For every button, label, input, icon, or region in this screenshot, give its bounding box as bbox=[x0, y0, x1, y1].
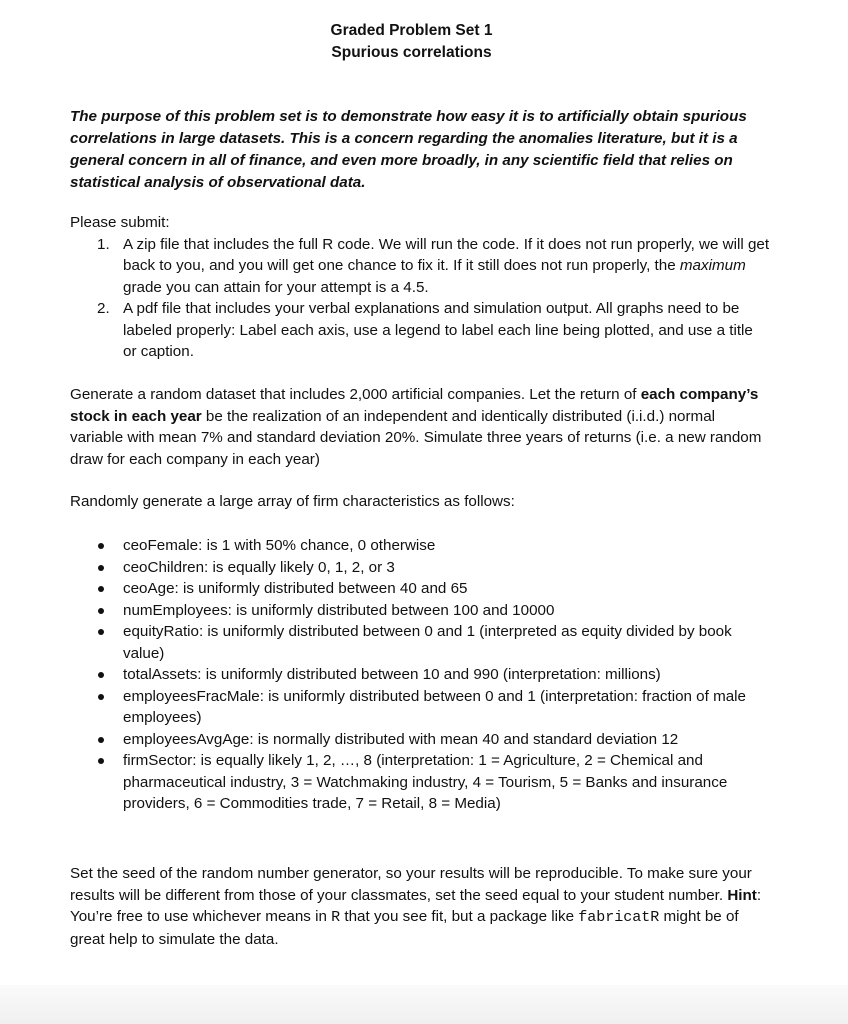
list-item bbox=[70, 729, 770, 751]
intro-paragraph: The purpose of this problem set is to demonstrate how easy it is to artificially obtain spurious correlations in large datasets. This is a concern regarding the anomalies literature, but it is a general concern in all of finance, and even more broadly, in any scientific field that relies on statistical analysis of observational data. bbox=[70, 108, 747, 191]
submit-item-2 bbox=[70, 298, 770, 363]
submit-section bbox=[70, 212, 770, 363]
seed-paragraph bbox=[70, 863, 770, 950]
submit-item-number: 1. bbox=[97, 235, 110, 253]
seed-text-3: that you see fit, but a package like bbox=[340, 908, 579, 925]
list-item-text: ceoAge: is uniformly distributed between 40 and 65 bbox=[123, 580, 468, 597]
title-line-2: Spurious correlations bbox=[331, 44, 492, 61]
submit-item-text: A zip file that includes the full R code. We will run the code. If it does not run properly, we will get back to you, and you will get one chance to fix it. If it still does not run properly, the bbox=[123, 235, 770, 274]
list-item-text: employeesFracMale: is uniformly distributed between 0 and 1 (interpretation: fraction of male employees) bbox=[123, 687, 746, 726]
bullet-icon bbox=[98, 586, 104, 592]
bullet-icon bbox=[98, 565, 104, 571]
generate-text-1: Generate a random dataset that includes 2,000 artificial companies. Let the return of bbox=[70, 386, 641, 403]
bullet-icon bbox=[98, 608, 104, 614]
page-bottom-edge bbox=[0, 985, 848, 1024]
submit-item-1 bbox=[70, 234, 770, 299]
list-item bbox=[70, 664, 770, 686]
code-r: R bbox=[331, 909, 341, 926]
list-item bbox=[70, 535, 770, 557]
submit-item-number: 2. bbox=[97, 300, 110, 317]
generate-text-2: be the realization of an independent and identically distributed (i.i.d.) normal variable with mean 7% and standard deviation 20%. Simulate three years of returns (i.e. a new random draw for each company in each year) bbox=[70, 407, 762, 468]
submit-heading: Please submit: bbox=[70, 214, 170, 231]
hint-label: Hint bbox=[727, 886, 757, 904]
characteristics-list bbox=[70, 535, 770, 815]
generate-bold: each company’s stock in each year bbox=[70, 386, 759, 425]
document-title bbox=[0, 20, 848, 64]
characteristics-intro: Randomly generate a large array of firm characteristics as follows: bbox=[70, 493, 515, 510]
list-item-text: ceoChildren: is equally likely 0, 1, 2, or 3 bbox=[123, 558, 395, 576]
bullet-icon bbox=[98, 694, 104, 700]
bullet-icon bbox=[98, 758, 104, 764]
code-fabricatr: fabricatR bbox=[578, 909, 660, 926]
bullet-icon bbox=[98, 629, 104, 635]
list-item-text: firmSector: is equally likely 1, 2, …, 8 (interpretation: 1 = Agriculture, 2 = Chemical and pharmaceutical industry, 3 = Watchmaking industry, 4 = Tourism, 5 = Banks and insurance providers, 6 = Commodities trade, 7 = Retail, 8 = Media) bbox=[123, 752, 728, 812]
seed-text-2: : You’re free to use whichever means in bbox=[70, 886, 762, 925]
seed-text-1: Set the seed of the random number generator, so your results will be reproducible. To make sure your results will be different from those of your classmates, set the seed equal to your student number. bbox=[70, 865, 752, 904]
submit-item-emphasis: maximum bbox=[679, 257, 746, 274]
list-item bbox=[70, 750, 770, 815]
list-item-text: ceoFemale: is 1 with 50% chance, 0 otherwise bbox=[123, 537, 436, 554]
list-item bbox=[70, 557, 770, 579]
list-item-text: numEmployees: is uniformly distributed between 100 and 10000 bbox=[123, 601, 555, 619]
list-item-text: employeesAvgAge: is normally distributed with mean 40 and standard deviation 12 bbox=[123, 730, 679, 748]
bullet-icon bbox=[98, 737, 104, 743]
bullet-icon bbox=[98, 543, 104, 549]
submit-list bbox=[70, 234, 770, 363]
seed-text-4: might be of great help to simulate the data. bbox=[70, 908, 739, 948]
list-item bbox=[70, 621, 770, 664]
title-line-1: Graded Problem Set 1 bbox=[330, 22, 493, 39]
submit-item-text-end: grade you can attain for your attempt is a 4.5. bbox=[123, 278, 429, 296]
list-item bbox=[70, 600, 770, 622]
list-item-text: equityRatio: is uniformly distributed between 0 and 1 (interpreted as equity divided by book value) bbox=[123, 623, 732, 662]
generate-paragraph bbox=[70, 384, 770, 470]
submit-item-text: A pdf file that includes your verbal explanations and simulation output. All graphs need to be labeled properly: Label each axis, use a legend to label each line being plotted, and use a title or caption. bbox=[123, 300, 753, 360]
list-item bbox=[70, 686, 770, 729]
list-item-text: totalAssets: is uniformly distributed between 10 and 990 (interpretation: millions) bbox=[123, 666, 661, 683]
list-item bbox=[70, 578, 770, 600]
bullet-icon bbox=[98, 672, 104, 678]
